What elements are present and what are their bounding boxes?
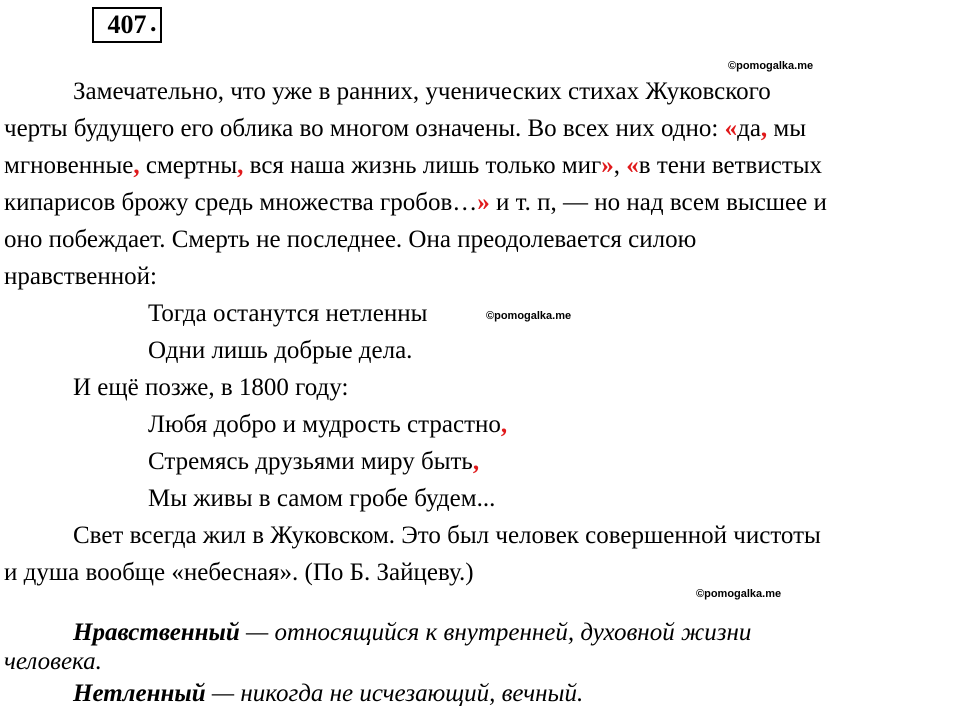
text-line-2 xyxy=(4,110,806,147)
definition-text: — относящийся к внутренней, духовной жизни xyxy=(239,619,752,646)
text-segment: кипарисов брожу средь множества гробов… xyxy=(4,189,478,216)
text-segment: да xyxy=(737,115,761,142)
text-line-5: оно побеждает. Смерть не последнее. Она преодолевается силою xyxy=(4,226,697,253)
comma-mark: , xyxy=(133,152,140,179)
definition-text: — никогда не исчезающий, вечный. xyxy=(205,680,584,707)
exercise-number-dot: . xyxy=(150,8,157,37)
poem-line-5: Мы живы в самом гробе будем... xyxy=(148,485,496,512)
text-segment: в тени ветвистых xyxy=(638,152,823,179)
text-segment: Любя добро и мудрость страстно xyxy=(148,411,501,438)
poem-line-4 xyxy=(148,443,479,480)
text-segment: черты будущего его облика во многом означены. Во всех них одно: xyxy=(4,115,725,142)
quote-mark: » xyxy=(477,189,490,216)
text-line-3 xyxy=(4,147,822,184)
definition-1 xyxy=(73,614,751,651)
text-segment: и т. п, — но над всем высшее и xyxy=(489,189,827,216)
text-segment: мы xyxy=(767,115,807,142)
poem-line-3 xyxy=(148,406,507,443)
comma-mark: , xyxy=(760,115,768,142)
text-segment: мгновенные xyxy=(4,152,134,179)
text-segment: смертны xyxy=(139,152,238,179)
text-line-9: И ещё позже, в 1800 году: xyxy=(73,374,349,401)
quote-mark: « xyxy=(724,115,738,142)
watermark: ©pomogalka.me xyxy=(696,588,782,600)
text-line-13: Свет всегда жил в Жуковском. Это был человек совершенной чистоты xyxy=(73,522,821,549)
text-segment: , xyxy=(613,152,627,179)
poem-line-2: Одни лишь добрые дела. xyxy=(148,337,413,364)
watermark: ©pomogalka.me xyxy=(728,60,814,72)
definition-2 xyxy=(73,675,583,712)
text-line-14: и душа вообще «небесная». (По Б. Зайцеву.) xyxy=(4,559,474,586)
quote-mark: » xyxy=(601,152,614,179)
comma-mark: , xyxy=(472,448,480,475)
text-segment: Стремясь друзьями миру быть xyxy=(148,448,473,475)
quote-mark: « xyxy=(626,152,639,179)
text-line-6: нравственной: xyxy=(4,263,157,290)
definition-1-continued: человека. xyxy=(4,648,102,675)
comma-mark: , xyxy=(237,152,244,179)
watermark: ©pomogalka.me xyxy=(486,310,572,322)
text-line-1: Замечательно, что уже в ранних, ученических стихах Жуковского xyxy=(73,78,771,105)
exercise-number: 407 xyxy=(92,7,162,43)
definition-term: Нетленный xyxy=(73,680,206,707)
poem-line-1: Тогда останутся нетленны xyxy=(148,300,428,327)
text-segment: вся наша жизнь лишь только миг xyxy=(243,152,602,179)
text-line-4 xyxy=(4,184,827,221)
definition-term: Нравственный xyxy=(73,619,240,646)
comma-mark: , xyxy=(500,411,508,438)
